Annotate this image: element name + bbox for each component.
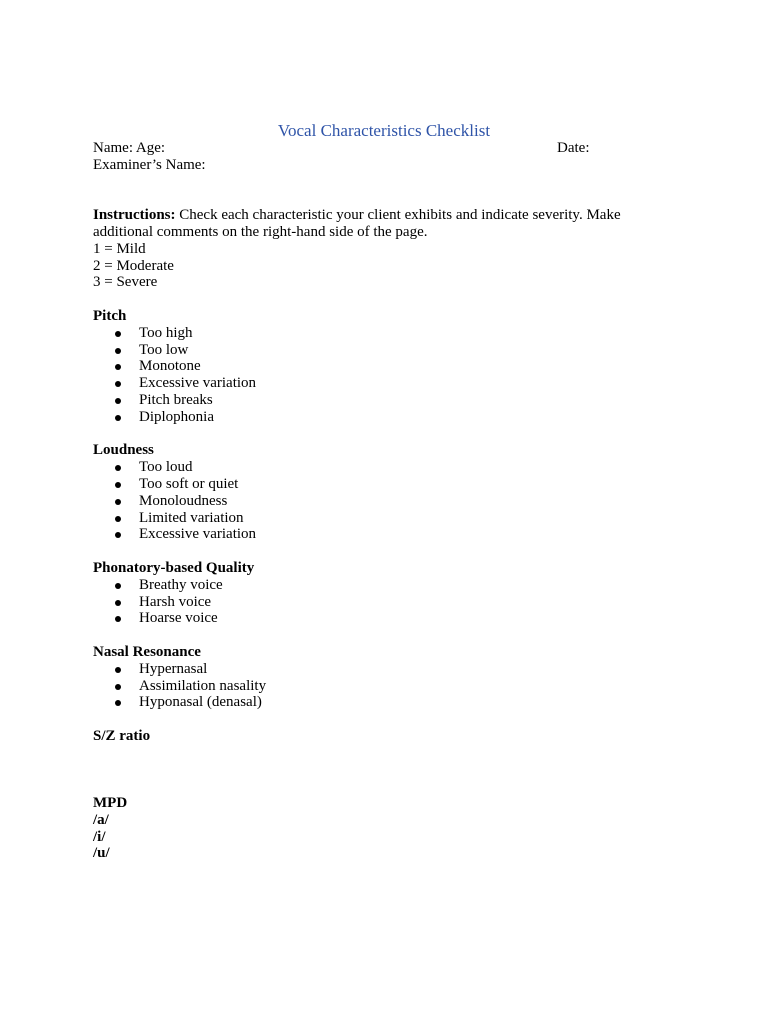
section-heading-nasal-resonance: Nasal Resonance <box>93 643 201 660</box>
bullet-icon <box>115 499 121 505</box>
section-heading-phonatory-quality: Phonatory-based Quality <box>93 559 255 576</box>
instructions-label: Instructions: <box>93 207 176 224</box>
scale-item-mild: 1 = Mild <box>93 240 146 257</box>
list-item: Hyponasal (denasal) <box>93 694 653 711</box>
bullet-icon <box>115 465 121 471</box>
name-age-date-row <box>93 140 653 157</box>
bullet-icon <box>115 700 121 706</box>
section-heading-loudness: Loudness <box>93 442 154 459</box>
examiner-label: Examiner’s Name: <box>93 156 206 173</box>
mpd-item-a: /a/ <box>93 811 109 828</box>
bullet-icon <box>115 516 121 522</box>
nasal-resonance-list <box>93 661 653 711</box>
scale-item-severe: 3 = Severe <box>93 274 158 291</box>
mpd-item-i: /i/ <box>93 828 106 845</box>
list-item: Harsh voice <box>93 594 653 611</box>
mpd-item-u: /u/ <box>93 845 110 862</box>
list-item: Monoloudness <box>93 493 653 510</box>
section-heading-pitch: Pitch <box>93 307 127 324</box>
bullet-icon <box>115 616 121 622</box>
list-item: Diplophonia <box>93 409 653 426</box>
list-item: Too loud <box>93 459 653 476</box>
mpd-label: MPD <box>93 795 128 812</box>
list-item: Excessive variation <box>93 375 653 392</box>
list-item: Too soft or quiet <box>93 476 653 493</box>
bullet-icon <box>115 415 121 421</box>
date-label: Date: <box>557 140 590 156</box>
bullet-icon <box>115 381 121 387</box>
instructions-text: Check each characteristic your client exhibits and indicate severity. Make additional comments on the right-hand side of the page. <box>93 207 621 240</box>
pitch-list <box>93 325 653 426</box>
loudness-list <box>93 459 653 543</box>
bullet-icon <box>115 364 121 370</box>
list-item: Limited variation <box>93 510 653 527</box>
list-item: Hypernasal <box>93 661 653 678</box>
name-age-label: Name: Age: <box>93 140 166 156</box>
bullet-icon <box>115 583 121 589</box>
document-title: Vocal Characteristics Checklist <box>277 121 491 140</box>
list-item: Pitch breaks <box>93 392 653 409</box>
sz-ratio-label: S/Z ratio <box>93 727 151 744</box>
list-item: Excessive variation <box>93 526 653 543</box>
list-item: Breathy voice <box>93 577 653 594</box>
list-item: Assimilation nasality <box>93 678 653 695</box>
bullet-icon <box>115 600 121 606</box>
bullet-icon <box>115 532 121 538</box>
bullet-icon <box>115 482 121 488</box>
bullet-icon <box>115 684 121 690</box>
bullet-icon <box>115 331 121 337</box>
list-item: Monotone <box>93 358 653 375</box>
scale-item-moderate: 2 = Moderate <box>93 257 174 274</box>
instructions-paragraph <box>93 207 653 241</box>
list-item: Too low <box>93 342 653 359</box>
document-body <box>93 140 653 862</box>
list-item: Hoarse voice <box>93 610 653 627</box>
phonatory-quality-list <box>93 577 653 627</box>
bullet-icon <box>115 667 121 673</box>
bullet-icon <box>115 398 121 404</box>
bullet-icon <box>115 348 121 354</box>
list-item: Too high <box>93 325 653 342</box>
